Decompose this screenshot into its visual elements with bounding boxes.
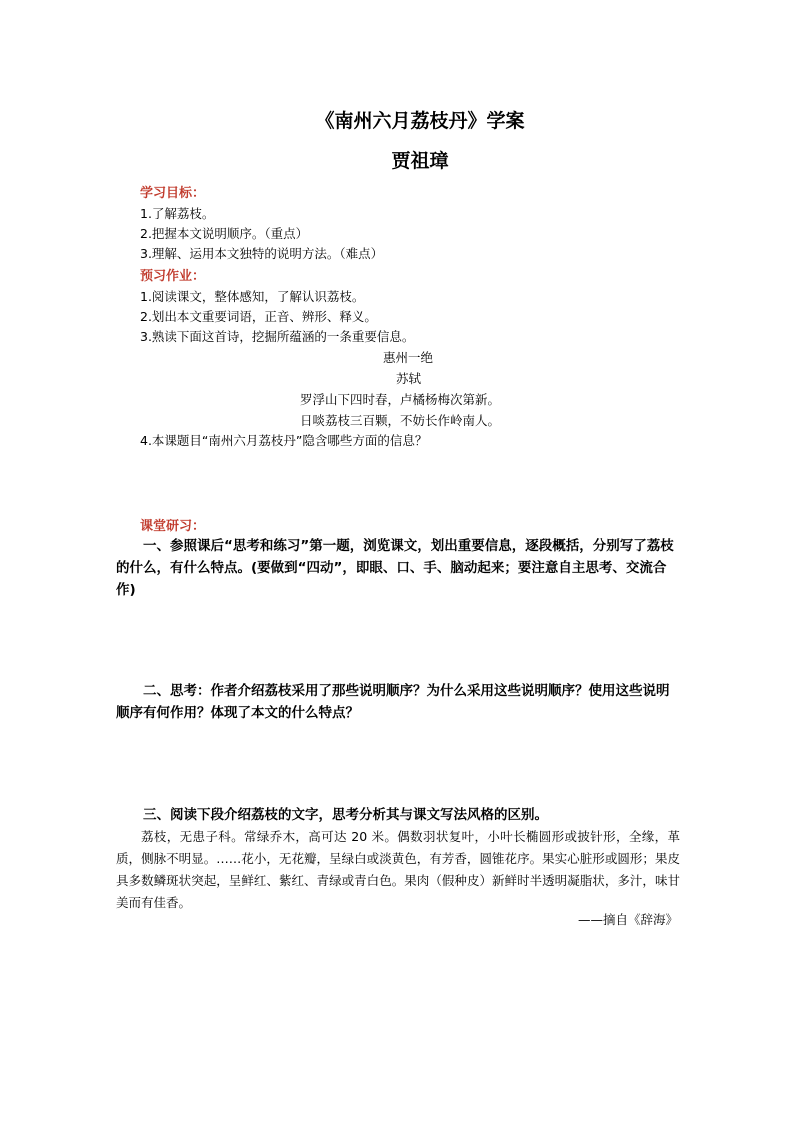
- excerpt-paragraph: 荔枝，无患子科。常绿乔木，高可达 20 米。偶数羽状复叶，小叶长椭圆形或披针形，全缘，革质，侧脉不明显。……花小，无花瓣，呈绿白或淡黄色，有芳香，圆锥花序。果实心脏形或圆形；果皮具多数鳞斑状突起，呈鲜红、紫红、青绿或青白色。果肉（假种皮）新鲜时半透明凝脂状，多汁，味甘美而有佳香。: [116, 829, 680, 910]
- excerpt-source: ——摘自《辞海》: [577, 912, 678, 927]
- poem-author: 苏轼: [396, 371, 422, 386]
- document-author: 贾祖璋: [391, 150, 449, 172]
- objectives-heading: 学习目标：: [140, 186, 206, 201]
- question-1: 一、参照课后“思考和练习”第一题，浏览课文，划出重要信息，逐段概括，分别写了荔枝的什么，有什么特点。(要做到“四动”，即眼、口、手、脑动起来；要注意自主思考、交流合作): [116, 538, 674, 598]
- poem-line-1: 罗浮山下四时春，卢橘杨梅次第新。: [300, 392, 501, 407]
- question-3: 三、阅读下段介绍荔枝的文字，思考分析其与课文写法风格的区别。: [143, 807, 548, 823]
- document-title: 《南州六月荔枝丹》学案: [315, 110, 525, 132]
- objective-item-1: 1.了解荔枝。: [140, 206, 215, 221]
- objective-item-2: 2.把握本文说明顺序。（重点）: [140, 226, 309, 241]
- classwork-heading: 课堂研习：: [140, 519, 206, 534]
- preview-heading: 预习作业：: [140, 269, 206, 284]
- poem-title: 惠州一绝: [383, 350, 434, 365]
- preview-item-1: 1.阅读课文，整体感知，了解认识荔枝。: [140, 289, 365, 304]
- objective-item-3: 3.理解、运用本文独特的说明方法。（难点）: [140, 246, 384, 261]
- preview-item-3: 3.熟读下面这首诗，挖掘所蕴涵的一条重要信息。: [140, 329, 415, 344]
- preview-item-4: 4.本课题目“南州六月荔枝丹”隐含哪些方面的信息？: [140, 433, 428, 448]
- question-2: 二、思考：作者介绍荔枝采用了那些说明顺序？为什么采用这些说明顺序？使用这些说明顺序有何作用？体现了本文的什么特点？: [116, 683, 670, 721]
- poem-line-2: 日啖荔枝三百颗，不妨长作岭南人。: [300, 413, 501, 428]
- preview-item-2: 2.划出本文重要词语，正音、辨形、释义。: [140, 309, 377, 324]
